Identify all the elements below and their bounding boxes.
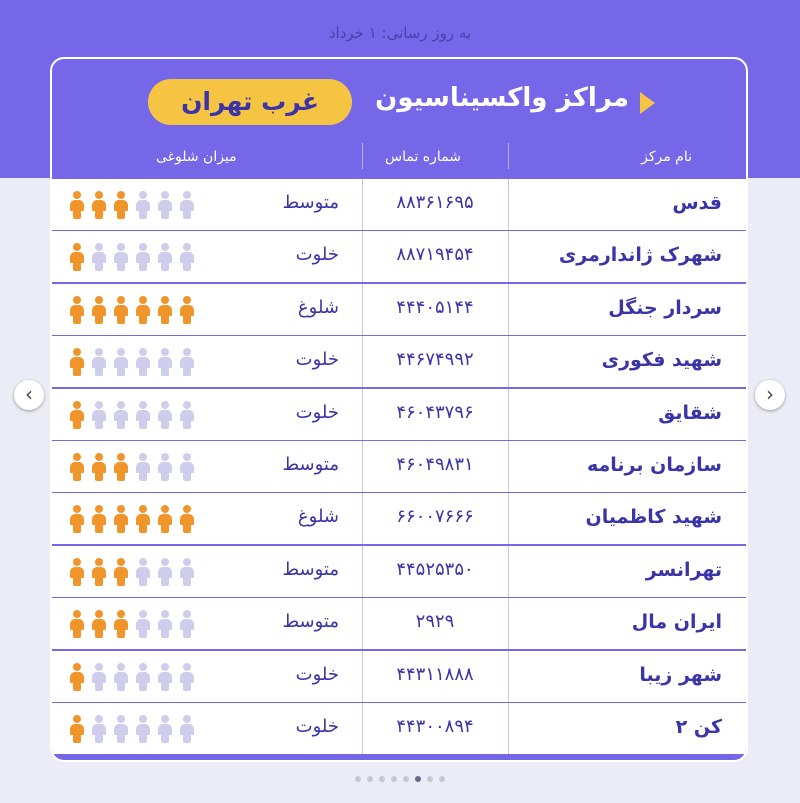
cell-divider bbox=[508, 493, 509, 544]
center-name: کن ۲ bbox=[675, 716, 722, 738]
crowd-status: شلوغ bbox=[297, 296, 339, 318]
person-icon bbox=[136, 715, 150, 743]
person-icon bbox=[114, 191, 128, 219]
table-row bbox=[52, 284, 746, 335]
person-icon bbox=[158, 348, 172, 376]
crowd-status: متوسط bbox=[282, 611, 339, 633]
person-icon bbox=[114, 505, 128, 533]
person-icon bbox=[136, 348, 150, 376]
name-cell bbox=[508, 598, 748, 649]
carousel-next-button[interactable] bbox=[755, 380, 785, 410]
header-center-name: نام مرکز bbox=[641, 149, 692, 165]
carousel-dot[interactable] bbox=[415, 776, 421, 782]
person-icon bbox=[114, 610, 128, 638]
person-icon bbox=[92, 296, 106, 324]
carousel-dot[interactable] bbox=[427, 776, 433, 782]
person-icon bbox=[70, 505, 84, 533]
cell-divider bbox=[508, 546, 509, 597]
table-row bbox=[52, 179, 746, 230]
column-headers bbox=[52, 139, 746, 175]
page-title: مراکز واکسیناسیون bbox=[375, 83, 629, 113]
crowd-meter bbox=[70, 453, 200, 481]
crowd-meter bbox=[70, 715, 200, 743]
person-icon bbox=[92, 453, 106, 481]
phone-number: ۴۶۰۴۹۸۳۱ bbox=[396, 454, 474, 475]
person-icon bbox=[114, 243, 128, 271]
person-icon bbox=[180, 191, 194, 219]
cell-divider bbox=[508, 231, 509, 282]
table-row bbox=[52, 493, 746, 544]
person-icon bbox=[92, 348, 106, 376]
chevron-right-icon: › bbox=[766, 382, 774, 406]
region-badge: غرب تهران bbox=[148, 79, 352, 125]
carousel-prev-button[interactable] bbox=[14, 380, 44, 410]
carousel-dot[interactable] bbox=[391, 776, 397, 782]
cell-divider bbox=[508, 441, 509, 492]
person-icon bbox=[158, 191, 172, 219]
person-icon bbox=[92, 663, 106, 691]
person-icon bbox=[92, 505, 106, 533]
person-icon bbox=[158, 453, 172, 481]
cell-divider bbox=[508, 598, 509, 649]
person-icon bbox=[92, 243, 106, 271]
person-icon bbox=[158, 663, 172, 691]
table-row bbox=[52, 441, 746, 492]
center-name: شهید فکوری bbox=[601, 349, 722, 372]
table-row bbox=[52, 546, 746, 597]
phone-number: ۴۴۵۲۵۳۵۰ bbox=[396, 558, 474, 580]
header-divider bbox=[508, 143, 509, 169]
crowd-meter bbox=[70, 505, 200, 533]
name-cell bbox=[508, 179, 748, 230]
person-icon bbox=[136, 401, 150, 429]
crowd-meter bbox=[70, 296, 200, 324]
play-icon bbox=[640, 92, 655, 114]
person-icon bbox=[158, 296, 172, 324]
carousel-dot[interactable] bbox=[379, 776, 385, 782]
person-icon bbox=[70, 243, 84, 271]
phone-number: ۴۴۳۰۰۸۹۴ bbox=[396, 716, 474, 737]
center-name: سازمان برنامه bbox=[587, 454, 722, 476]
crowd-meter bbox=[70, 348, 200, 376]
person-icon bbox=[92, 715, 106, 743]
header-divider bbox=[362, 143, 363, 169]
person-icon bbox=[180, 715, 194, 743]
center-name: شهید کاظمیان bbox=[585, 506, 722, 529]
table-row bbox=[52, 703, 746, 754]
table-row bbox=[52, 336, 746, 387]
update-note: به روز رسانی: ۱ خرداد bbox=[328, 24, 472, 42]
carousel-dot[interactable] bbox=[403, 776, 409, 782]
phone-number: ۴۶۰۴۳۷۹۶ bbox=[396, 401, 474, 423]
name-cell bbox=[508, 336, 748, 387]
person-icon bbox=[92, 401, 106, 429]
name-cell bbox=[508, 493, 748, 544]
person-icon bbox=[70, 715, 84, 743]
crowd-meter bbox=[70, 401, 200, 429]
crowd-status: خلوت bbox=[295, 349, 339, 371]
person-icon bbox=[158, 715, 172, 743]
crowd-meter bbox=[70, 610, 200, 638]
person-icon bbox=[114, 296, 128, 324]
crowd-meter bbox=[70, 243, 200, 271]
person-icon bbox=[114, 348, 128, 376]
person-icon bbox=[114, 558, 128, 586]
cell-divider bbox=[508, 389, 509, 440]
phone-number: ۴۴۳۱۱۸۸۸ bbox=[396, 663, 474, 685]
name-cell bbox=[508, 703, 748, 754]
person-icon bbox=[180, 558, 194, 586]
phone-number: ۶۶۰۰۷۶۶۶ bbox=[396, 506, 474, 528]
person-icon bbox=[70, 663, 84, 691]
center-name: شهر زیبا bbox=[639, 663, 722, 686]
person-icon bbox=[136, 243, 150, 271]
name-cell bbox=[508, 546, 748, 597]
person-icon bbox=[70, 453, 84, 481]
person-icon bbox=[180, 348, 194, 376]
person-icon bbox=[136, 505, 150, 533]
phone-number: ۴۴۶۷۴۹۹۲ bbox=[396, 349, 474, 371]
center-name: شقایق bbox=[658, 401, 722, 424]
name-cell bbox=[508, 284, 748, 335]
person-icon bbox=[158, 401, 172, 429]
center-name: سردار جنگل bbox=[608, 296, 722, 319]
person-icon bbox=[92, 191, 106, 219]
center-name: شهرک ژاندارمری bbox=[558, 244, 722, 267]
cell-divider bbox=[508, 703, 509, 754]
center-name: تهرانسر bbox=[645, 558, 722, 581]
phone-number: ۸۸۷۱۹۴۵۴ bbox=[396, 244, 474, 266]
table-row bbox=[52, 651, 746, 702]
person-icon bbox=[136, 558, 150, 586]
person-icon bbox=[114, 401, 128, 429]
crowd-status: متوسط bbox=[282, 558, 339, 580]
person-icon bbox=[70, 610, 84, 638]
crowd-status: متوسط bbox=[282, 454, 339, 475]
person-icon bbox=[114, 663, 128, 691]
crowd-meter bbox=[70, 191, 200, 219]
person-icon bbox=[180, 401, 194, 429]
table-row bbox=[52, 389, 746, 440]
name-cell bbox=[508, 389, 748, 440]
crowd-status: متوسط bbox=[282, 192, 339, 213]
table-row bbox=[52, 231, 746, 282]
person-icon bbox=[136, 453, 150, 481]
carousel-dot[interactable] bbox=[439, 776, 445, 782]
cell-divider bbox=[508, 179, 509, 230]
crowd-status: شلوغ bbox=[297, 506, 339, 528]
cell-divider bbox=[508, 284, 509, 335]
person-icon bbox=[158, 243, 172, 271]
title-row bbox=[52, 79, 746, 129]
phone-number: ۴۴۴۰۵۱۴۴ bbox=[396, 296, 474, 318]
crowd-status: خلوت bbox=[295, 401, 339, 423]
crowd-meter bbox=[70, 558, 200, 586]
person-icon bbox=[92, 610, 106, 638]
person-icon bbox=[136, 296, 150, 324]
person-icon bbox=[180, 663, 194, 691]
header-crowd: میزان شلوغی bbox=[156, 149, 237, 165]
carousel-dot[interactable] bbox=[355, 776, 361, 782]
crowd-status: خلوت bbox=[295, 244, 339, 266]
cell-divider bbox=[508, 651, 509, 702]
crowd-status: خلوت bbox=[295, 663, 339, 685]
person-icon bbox=[70, 191, 84, 219]
carousel-dot[interactable] bbox=[367, 776, 373, 782]
person-icon bbox=[70, 296, 84, 324]
phone-number: ۸۸۳۶۱۶۹۵ bbox=[396, 192, 474, 213]
person-icon bbox=[70, 558, 84, 586]
crowd-status: خلوت bbox=[295, 716, 339, 737]
person-icon bbox=[180, 453, 194, 481]
person-icon bbox=[180, 296, 194, 324]
person-icon bbox=[180, 505, 194, 533]
person-icon bbox=[158, 558, 172, 586]
name-cell bbox=[508, 441, 748, 492]
person-icon bbox=[114, 715, 128, 743]
person-icon bbox=[136, 610, 150, 638]
person-icon bbox=[180, 243, 194, 271]
person-icon bbox=[158, 610, 172, 638]
person-icon bbox=[70, 348, 84, 376]
vaccination-table-card bbox=[50, 57, 748, 762]
cell-divider bbox=[508, 336, 509, 387]
person-icon bbox=[114, 453, 128, 481]
person-icon bbox=[158, 505, 172, 533]
person-icon bbox=[92, 558, 106, 586]
carousel-dots bbox=[0, 767, 800, 777]
table-row bbox=[52, 598, 746, 649]
name-cell bbox=[508, 651, 748, 702]
phone-number: ۲۹۲۹ bbox=[415, 611, 455, 633]
center-name: قدس bbox=[672, 192, 722, 214]
person-icon bbox=[136, 191, 150, 219]
person-icon bbox=[70, 401, 84, 429]
chevron-left-icon: ‹ bbox=[25, 382, 33, 406]
center-name: ایران مال bbox=[631, 611, 722, 634]
name-cell bbox=[508, 231, 748, 282]
person-icon bbox=[180, 610, 194, 638]
person-icon bbox=[136, 663, 150, 691]
header-phone: شماره تماس bbox=[385, 149, 461, 165]
crowd-meter bbox=[70, 663, 200, 691]
